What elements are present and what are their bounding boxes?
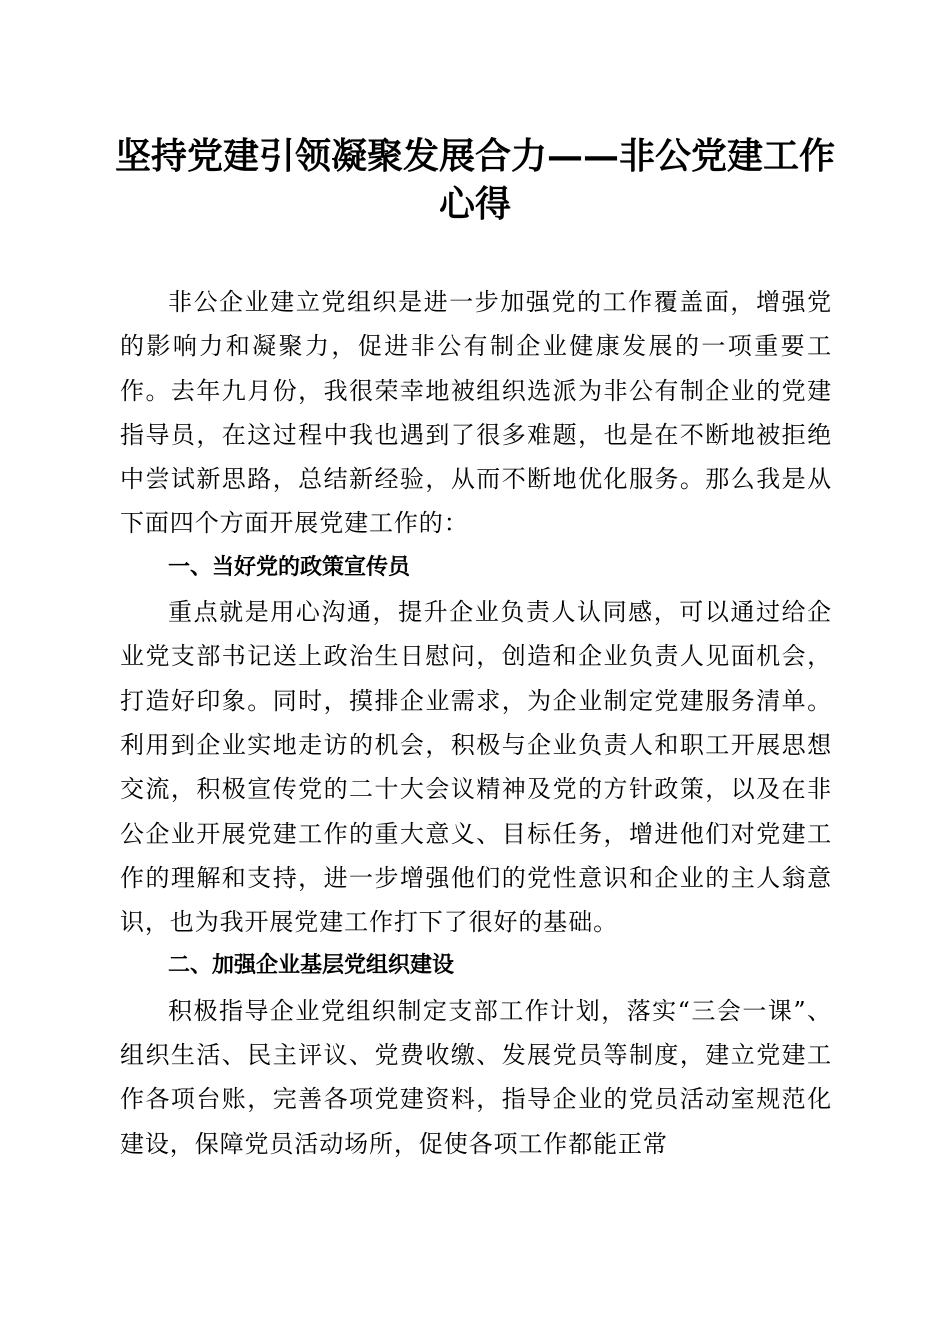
document-body — [120, 280, 832, 1166]
document-title — [112, 132, 838, 228]
section-1-heading: 一、当好党的政策宣传员 — [168, 554, 411, 580]
section-2-paragraph: 积极指导企业党组织制定支部工作计划，落实“三会一课”、组织生活、民主评议、党费收缴、发展党员等制度，建立党建工作各项台账，完善各项党建资料，指导企业的党员活动室规范化建设，保障党员活动场所，促使各项工作都能正常 — [120, 996, 832, 1158]
intro-paragraph: 非公企业建立党组织是进一步加强党的工作覆盖面，增强党的影响力和凝聚力，促进非公有制企业健康发展的一项重要工作。去年九月份，我很荣幸地被组织选派为非公有制企业的党建指导员，在这过程中我也遇到了很多难题，也是在不断地被拒绝中尝试新思路，总结新经验，从而不断地优化服务。那么我是从下面四个方面开展党建工作的： — [120, 288, 832, 538]
section-1-paragraph: 重点就是用心沟通，提升企业负责人认同感，可以通过给企业党支部书记送上政治生日慰问，创造和企业负责人见面机会，打造好印象。同时，摸排企业需求，为企业制定党建服务清单。利用到企业实地走访的机会，积极与企业负责人和职工开展思想交流，积极宣传党的二十大会议精神及党的方针政策，以及在非公企业开展党建工作的重大意义、目标任务，增进他们对党建工作的理解和支持，进一步增强他们的党性意识和企业的主人翁意识，也为我开展党建工作打下了很好的基础。 — [120, 598, 832, 937]
section-2-heading: 二、加强企业基层党组织建设 — [168, 953, 455, 979]
title-line-1: 坚持党建引领凝聚发展合力——非公党建工作 — [114, 135, 835, 177]
title-line-2: 心得 — [438, 183, 511, 225]
